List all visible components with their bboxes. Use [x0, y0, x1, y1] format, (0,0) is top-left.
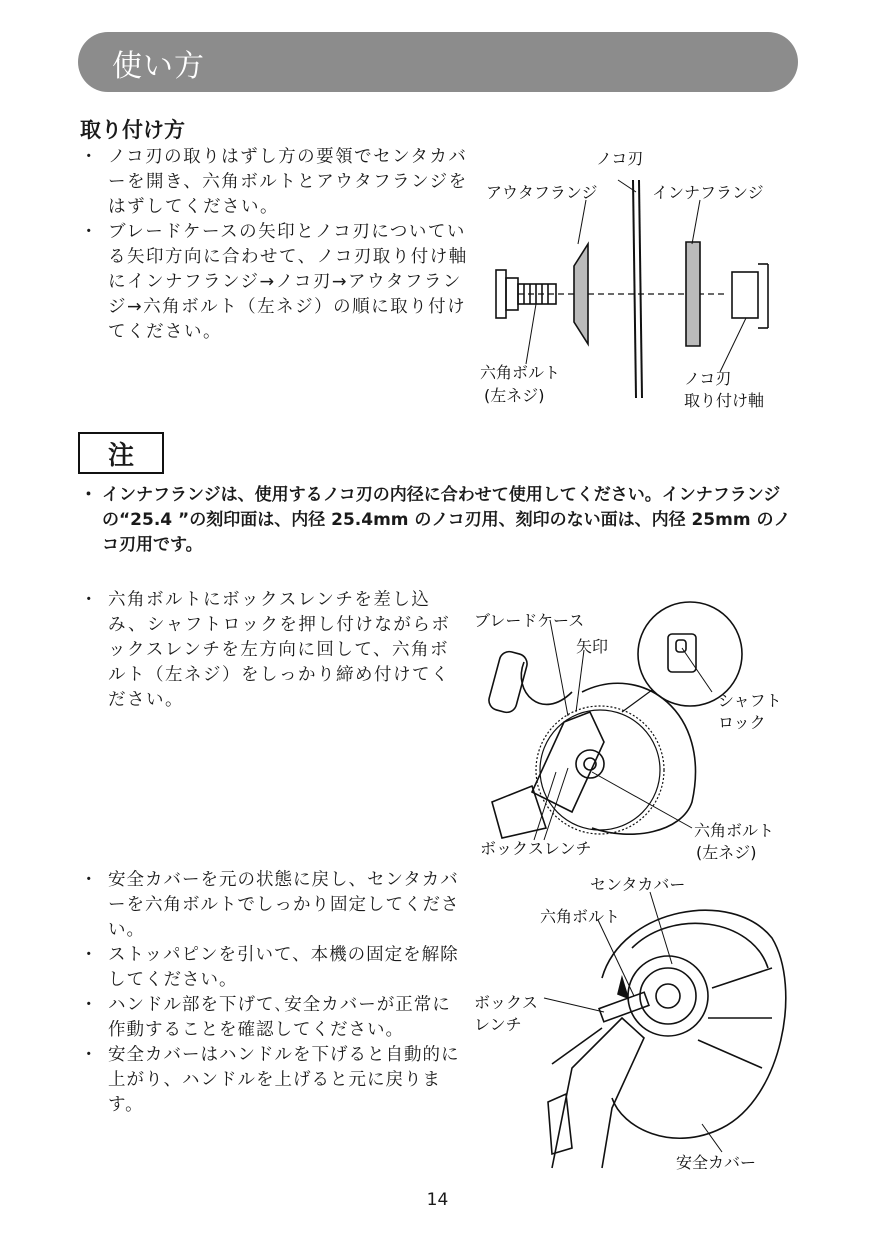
- list-item: [80, 483, 800, 558]
- safety-cover-figure: [472, 868, 800, 1178]
- bullet: ・: [80, 995, 99, 1015]
- section-header: [78, 32, 798, 92]
- box-wrench-label-line1: ボックス: [474, 993, 538, 1012]
- step-text: ハンドル部を下げて､安全カバーが正常に作動することを確認してください。: [108, 995, 451, 1040]
- page-number: 14: [426, 1190, 449, 1210]
- box-wrench-label: ボックスレンチ: [480, 839, 592, 858]
- center-cover-label: センタカバー: [590, 875, 686, 894]
- bullet: ・: [80, 590, 99, 610]
- cover-steps: [80, 868, 468, 1118]
- hex-bolt-label: 六角ボルト: [694, 821, 775, 840]
- mounting-title: 取り付け方: [80, 118, 185, 142]
- list-item: [80, 868, 468, 943]
- shaft-lock-label-line1: シャフト: [718, 691, 782, 710]
- list-item: [80, 993, 468, 1043]
- shaft-label-line1: ノコ刃: [684, 369, 732, 388]
- wrench-steps: [80, 588, 468, 713]
- mounting-steps: [80, 145, 468, 345]
- list-item: [80, 588, 468, 713]
- blade-label: ノコ刃: [596, 149, 644, 168]
- left-thread-label: (左ネジ): [696, 843, 757, 862]
- arrow-label: 矢印: [576, 637, 609, 656]
- section-title: 使い方: [112, 49, 205, 84]
- flange-assembly-figure: [478, 140, 798, 420]
- bullet: ・: [80, 147, 99, 167]
- list-item: [80, 1043, 468, 1118]
- bullet: ・: [80, 1045, 99, 1065]
- bullet: ・: [80, 945, 99, 965]
- step-text: ノコ刃の取りはずし方の要領でセンタカバーを開き、六角ボルトとアウタフランジをはずしてください。: [108, 147, 468, 217]
- list-item: [80, 220, 468, 345]
- blade-case-label: ブレードケース: [474, 611, 585, 630]
- safety-cover-label: 安全カバー: [676, 1153, 757, 1172]
- list-item: [80, 145, 468, 220]
- bullet: ・: [80, 222, 99, 242]
- list-item: [80, 943, 468, 993]
- hex-bolt-label: 六角ボルト: [480, 363, 561, 382]
- step-text: ストッパピンを引いて、本機の固定を解除してください。: [108, 945, 459, 990]
- step-text: 六角ボルトにボックスレンチを差し込み、シャフトロックを押し付けながらボックスレンチを左方向に回して、六角ボルト（左ネジ）をしっかり締め付けてください。: [108, 590, 451, 710]
- left-thread-label: (左ネジ): [484, 386, 545, 405]
- inner-flange-label: インナフランジ: [652, 183, 764, 202]
- note-label: 注: [78, 432, 164, 474]
- bullet: ・: [80, 485, 97, 505]
- step-text: ブレードケースの矢印とノコ刃についている矢印方向に合わせて、ノコ刃取り付け軸にインナフランジ→ノコ刃→アウタフランジ→六角ボルト（左ネジ）の順に取り付けてください。: [108, 222, 468, 342]
- shaft-lock-label-line2: ロック: [718, 713, 766, 732]
- outer-flange-label: アウタフランジ: [486, 183, 598, 202]
- shaft-lock-figure: [472, 592, 800, 870]
- step-text: 安全カバーを元の状態に戻し、センタカバーを六角ボルトでしっかり固定してください。: [108, 870, 460, 940]
- bullet: ・: [80, 870, 99, 890]
- note-list: [80, 483, 800, 558]
- note-text: インナフランジは、使用するノコ刃の内径に合わせて使用してください。インナフランジの“25.4 ”の刻印面は、内径 25.4mm のノコ刃用、刻印のない面は、内径 25mm のノコ刃用です。: [102, 485, 791, 555]
- hex-bolt-label: 六角ボルト: [540, 907, 621, 926]
- box-wrench-label-line2: レンチ: [474, 1015, 522, 1034]
- shaft-label-line2: 取り付け軸: [684, 391, 765, 410]
- step-text: 安全カバーはハンドルを下げると自動的に上がり、ハンドルを上げると元に戻ります。: [108, 1045, 460, 1115]
